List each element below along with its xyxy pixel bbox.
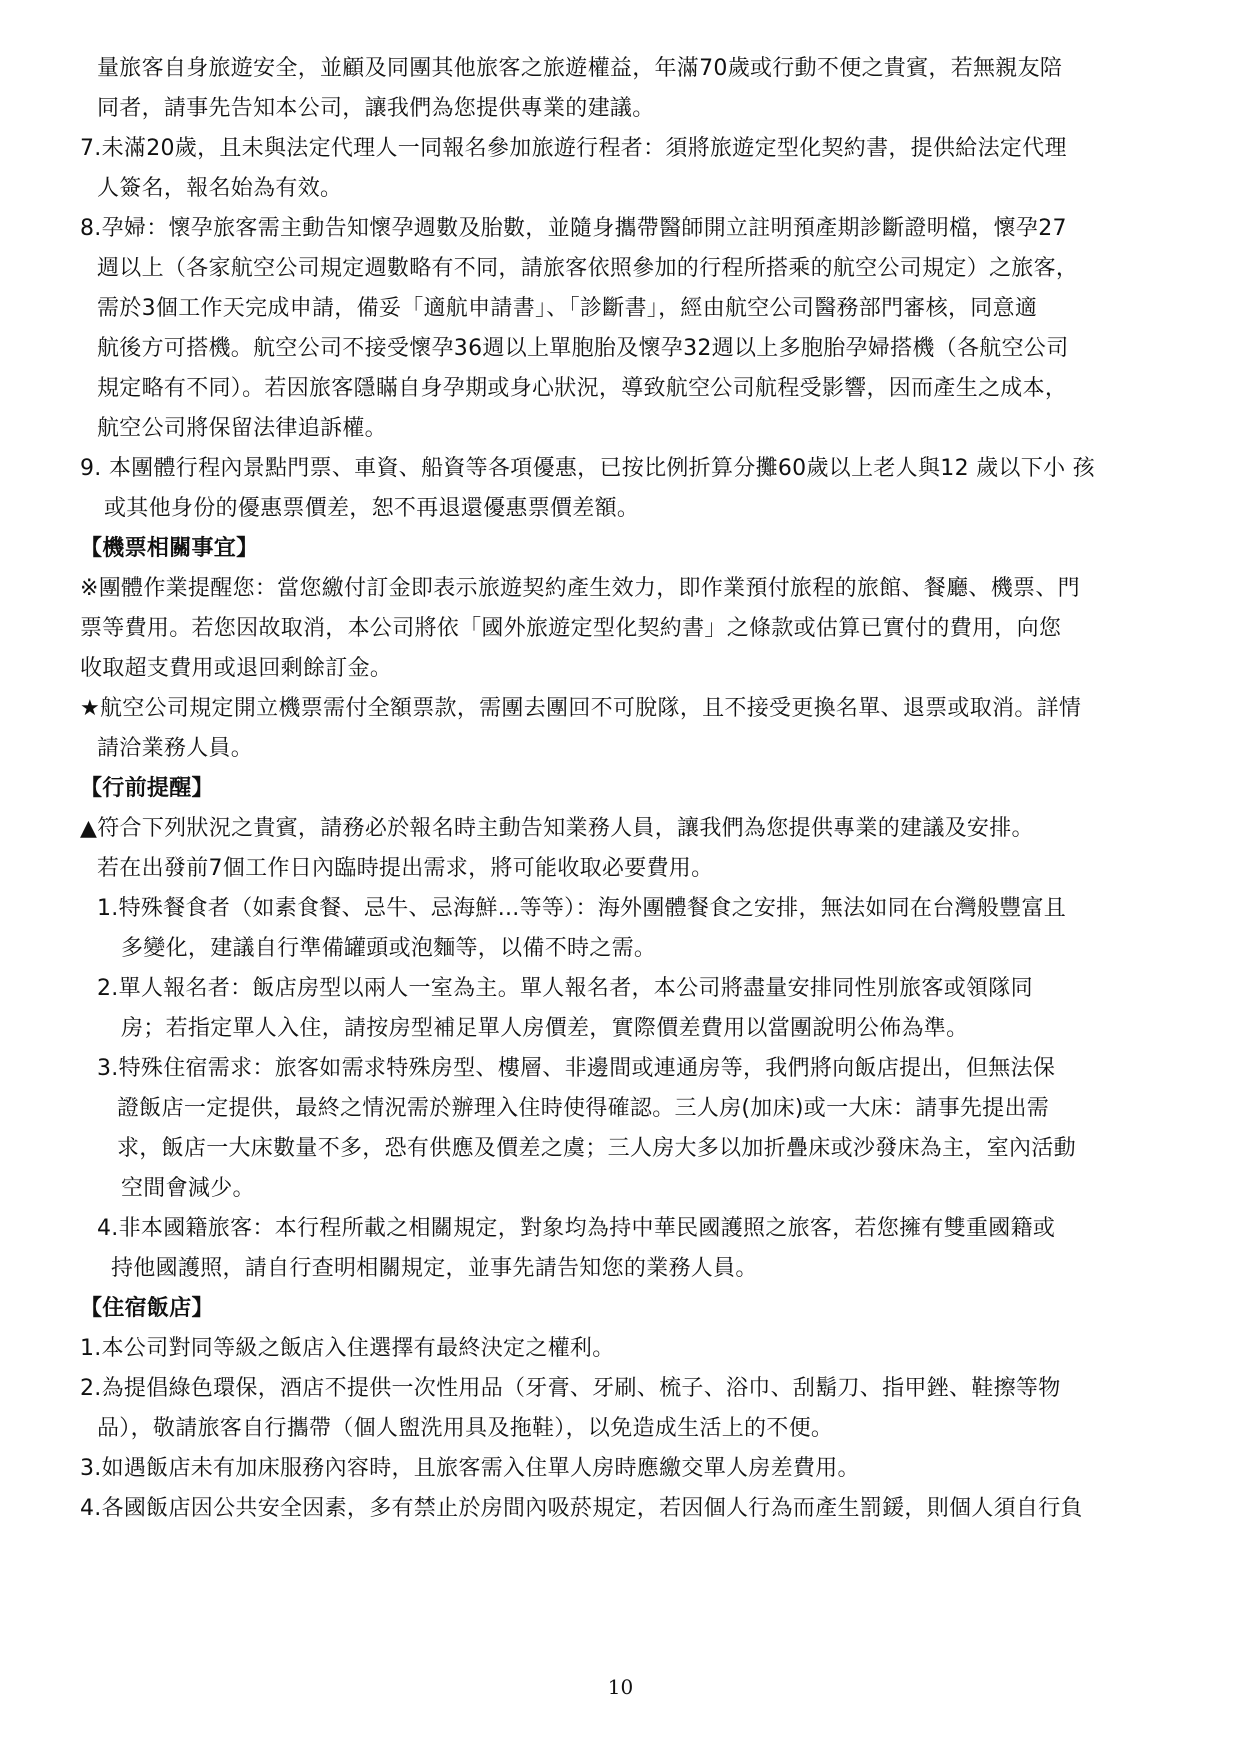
text-line: 規定略有不同）。若因旅客隱瞞自身孕期或身心狀況，導致航空公司航程受影響，因而產生之成本， [97, 376, 1068, 401]
list-item-4: 4.非本國籍旅客：本行程所載之相關規定，對象均為持中華民國護照之旅客，若您擁有雙重國籍或 [97, 1216, 1056, 1241]
text-line: 求，飯店一大床數量不多，恐有供應及價差之虞；三人房大多以加折疊床或沙發床為主，室內活動 [117, 1136, 1076, 1161]
list-item-3: 3.如遇飯店未有加床服務內容時，且旅客需入住單人房時應繳交單人房差費用。 [80, 1456, 860, 1481]
text-line: 品），敬請旅客自行攜帶（個人盥洗用具及拖鞋），以免造成生活上的不便。 [97, 1416, 834, 1441]
section-heading-pre-departure: 【行前提醒】 [80, 776, 214, 801]
text-line: 房；若指定單人入住，請按房型補足單人房價差，實際價差費用以當團說明公佈為準。 [121, 1016, 969, 1041]
text-line: 證飯店一定提供，最終之情況需於辦理入住時使得確認。三人房(加床)或一大床：請事先提出需 [117, 1096, 1050, 1121]
list-item-2: 2.單人報名者：飯店房型以兩人一室為主。單人報名者，本公司將盡量安排同性別旅客或領隊同 [97, 976, 1033, 1001]
text-line: ▲符合下列狀況之貴賓，請務必於報名時主動告知業務人員，讓我們為您提供專業的建議及安排。 [80, 816, 1034, 841]
list-item-7: 7.未滿20歲，且未與法定代理人一同報名參加旅遊行程者：須將旅遊定型化契約書，提供給法定代理 [80, 136, 1067, 161]
text-line: 航後方可搭機。航空公司不接受懷孕36週以上單胞胎及懷孕32週以上多胞胎孕婦搭機（各航空公司 [97, 336, 1069, 361]
text-line: 需於3個工作天完成申請，備妥「適航申請書」、「診斷書」，經由航空公司醫務部門審核，同意適 [97, 296, 1038, 321]
list-item-8: 8.孕婦：懷孕旅客需主動告知懷孕週數及胎數，並隨身攜帶醫師開立註明預產期診斷證明檔，懷孕27 [80, 216, 1067, 241]
text-line: 持他國護照，請自行查明相關規定，並事先請告知您的業務人員。 [111, 1256, 758, 1281]
text-line: 若在出發前7個工作日內臨時提出需求，將可能收取必要費用。 [97, 856, 714, 881]
list-item-4: 4.各國飯店因公共安全因素，多有禁止於房間內吸菸規定，若因個人行為而產生罰鍰，則個人須自行負 [80, 1496, 1083, 1521]
list-item-2: 2.為提倡綠色環保，酒店不提供一次性用品（牙膏、牙刷、梳子、浴巾、刮鬍刀、指甲銼、鞋擦等物 [80, 1376, 1061, 1401]
text-line: 請洽業務人員。 [97, 736, 254, 761]
text-line: 週以上（各家航空公司規定週數略有不同，請旅客依照參加的行程所搭乘的航空公司規定）之旅客， [97, 256, 1079, 281]
text-line: 量旅客自身旅遊安全，並顧及同團其他旅客之旅遊權益，年滿70歲或行動不便之貴賓，若無親友陪 [97, 56, 1063, 81]
text-line: 空間會減少。 [121, 1176, 255, 1201]
text-line: 人簽名，報名始為有效。 [97, 176, 343, 201]
list-item-3: 3.特殊住宿需求：旅客如需求特殊房型、樓層、非邊間或連通房等，我們將向飯店提出，但無法保 [97, 1056, 1056, 1081]
list-item-1: 1.本公司對同等級之飯店入住選擇有最終決定之權利。 [80, 1336, 615, 1361]
text-line: 或其他身份的優惠票價差，恕不再退還優惠票價差額。 [104, 496, 640, 521]
text-line: 收取超支費用或退回剩餘訂金。 [80, 656, 393, 681]
section-heading-hotel: 【住宿飯店】 [80, 1296, 214, 1321]
text-line: 航空公司將保留法律追訴權。 [97, 416, 387, 441]
text-line: ※團體作業提醒您：當您繳付訂金即表示旅遊契約產生效力，即作業預付旅程的旅館、餐廳、機票、門 [80, 576, 1080, 601]
text-line: 票等費用。若您因故取消，本公司將依「國外旅遊定型化契約書」之條款或估算已實付的費用，向您 [80, 616, 1062, 641]
page-number: 10 [607, 1675, 634, 1699]
text-line: 同者，請事先告知本公司，讓我們為您提供專業的建議。 [97, 96, 655, 121]
text-line: ★航空公司規定開立機票需付全額票款，需團去團回不可脫隊，且不接受更換名單、退票或取消。詳情 [80, 696, 1082, 721]
section-heading-air-tickets: 【機票相關事宜】 [80, 536, 259, 561]
list-item-9: 9. 本團體行程內景點門票、車資、船資等各項優惠，已按比例折算分攤60歲以上老人與12 歲以下小 孩 [80, 456, 1095, 481]
text-line: 多變化，建議自行準備罐頭或泡麵等，以備不時之需。 [121, 936, 657, 961]
list-item-1: 1.特殊餐食者（如素食餐、忌牛、忌海鮮...等等）：海外團體餐食之安排，無法如同在台灣般豐富且 [97, 896, 1067, 921]
